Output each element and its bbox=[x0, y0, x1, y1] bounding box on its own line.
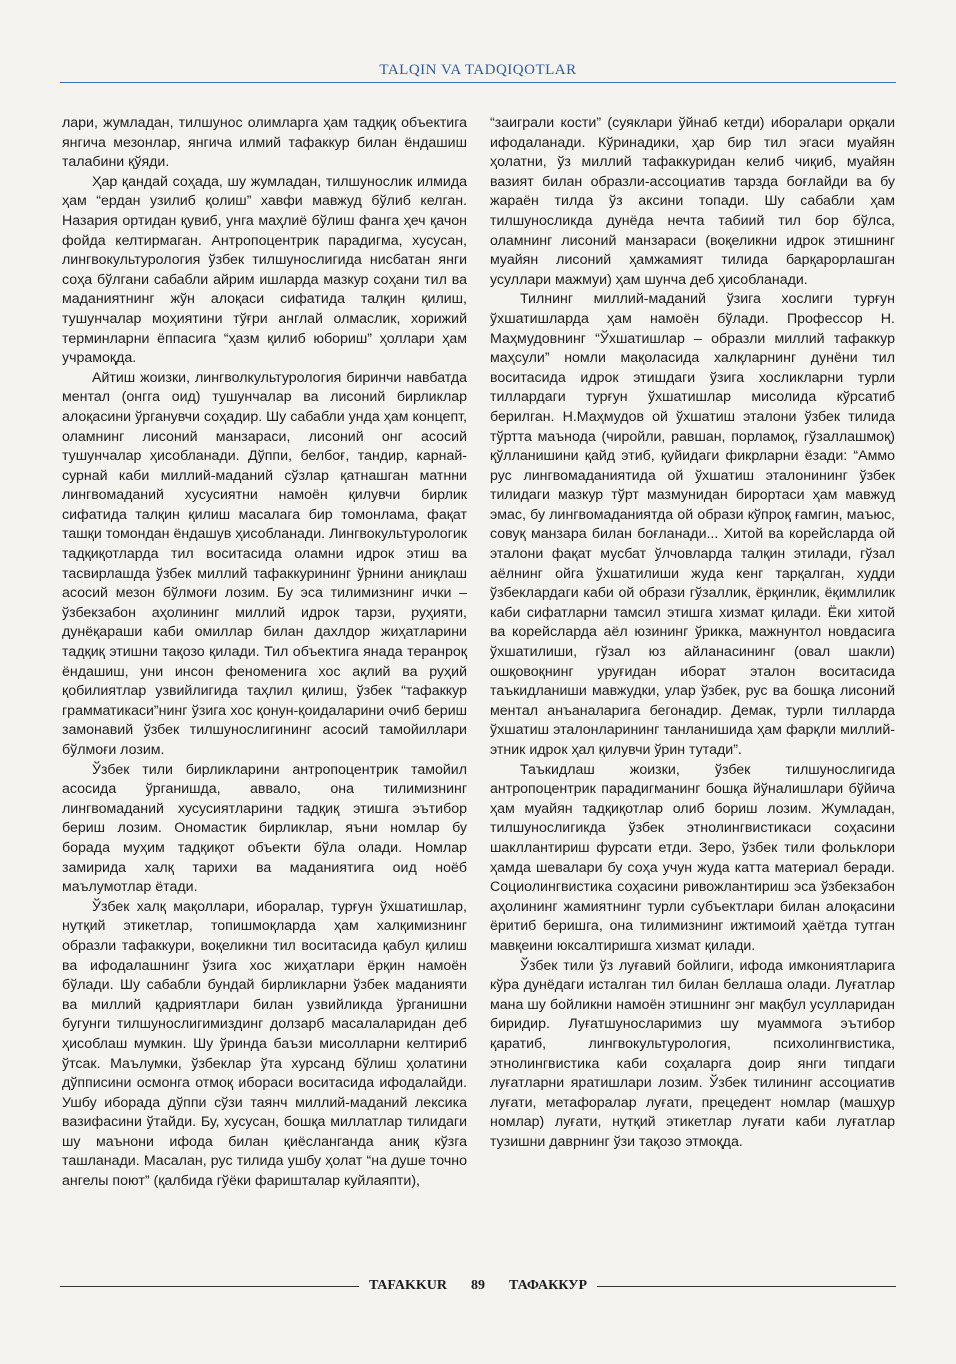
running-title: TALQIN VA TADQIQOTLAR bbox=[379, 62, 577, 78]
paragraph: Ҳар қандай соҳада, шу жумладан, тилшунослик илмида ҳам “ердан узилиб қолиш” хавфи мавжуд бўлиб келган. Назария ортидан қувиб, унга маҳлиё бўлиш фанга ҳеч қачон фойда келтирмаган. Антропоцентрик парадигма, хусусан, лингвокультурология ўзбек тилшунослигида нисбатан янги соҳа бўлгани сабабли айрим ишларда мазкур соҳани тил ва маданиятнинг жўн алоқаси сифатида талқин қилиш, тушунчалар моҳиятини тўғри англай олмаслик, хорижий терминларни ёппасига “ҳазм қилиб юбориш” ҳоллари ҳам учрамоқда. bbox=[62, 173, 467, 367]
paragraph: Ўзбек халқ мақоллари, иборалар, турғун ўхшатишлар, нутқий этикетлар, топишмоқларда ҳам халқимизнинг образли тафаккури, воқеликни тил воситасида қабул қилиш ва ифодалашнинг ўзига хос жиҳатлари ёрқин намоён бўлади. Шу сабабли бундай бирликларни ўзбек маданияти ва миллий қадриятлари билан узвийликда ўрганишни бугунги тилшунослигимиздинг долзарб масалаларидан деб ҳисоблаш мумкин. Шу ўринда баъзи мисолларни келтириб ўтсак. Маълумки, ўзбеклар ўта хурсанд бўлиш ҳолатини дўпписини осмонга отмоқ ибораси воситасида ифодалайди. Ушбу иборада дўппи сўзи таянч миллий-маданий лексика вазифасини ўтайди. Бу, хусусан, бошқа миллатлар тилидаги шу маънони ифода билан қиёсланганда аниқ кўзга ташланади. Масалан, рус тилида ушбу ҳолат “на душе точно ангелы поют” (қалбида гўёки фаришталар куйлаяпти), bbox=[62, 898, 467, 1190]
header-rule bbox=[60, 82, 896, 83]
paragraph: Ўзбек тили ўз луғавий бойлиги, ифода имкониятларига кўра дунёдаги исталган тил билан беллаша олади. Луғатлар мана шу бойликни намоён этишнинг энг мақбул усулларидан биридир. Луғатшуносларимиз шу муаммога эътибор қаратиб, лингвокультурология, психолингвистика, этнолингвистика каби соҳаларга доир янги типдаги луғатларни яратишлари лозим. Ўзбек тилининг ассоциатив луғати, метафоралар луғати, прецедент номлар (машҳур номлар) луғати, нутқий этикетлар луғати каби луғатлар тузишни даврнинг ўзи тақозо этмоқда. bbox=[490, 957, 895, 1150]
footer bbox=[60, 1276, 896, 1296]
footer-label-latin: TAFAKKUR bbox=[368, 1278, 448, 1293]
paragraph: лари, жумладан, тилшунос олимларга ҳам тадқиқ объектига янгича мезонлар, янгича илмий тафаккур билан ёндашиш талабини қўяди. bbox=[62, 115, 467, 171]
page-number: 89 bbox=[471, 1278, 486, 1293]
footer-rule-left bbox=[60, 1286, 359, 1287]
paragraph: “заиграли кости” (суяклари ўйнаб кетди) иборалари орқали ифодаланади. Кўринадики, ҳар бир тил эгаси муайян ҳолатни, ўз миллий тафаккуридан келиб чиқиб, муайян вазият билан образли-ассоциатив тарзда боғлайди ва бу жараён тилда ўз аксини топади. Шу сабабли ҳам тилшуносликда дунёда нечта табиий тил бор бўлса, оламнинг лисоний манзараси (воқеликни идрок этишнинг муайян лисоний ҳамжамият тилида барқарорлашган усуллари мажмуи) ҳам шунча деб ҳисобланади. bbox=[490, 115, 895, 288]
right-column bbox=[490, 114, 895, 1152]
paragraph: Ўзбек тили бирликларини антропоцентрик тамойил асосида ўрганишда, аввало, она тилимизнинг лингвомаданий хусусиятларини тадқиқ этишга эътибор бериш лозим. Ономастик бирликлар, яъни номлар бу борада муҳим тадқиқот объекти бўла олади. Номлар замирида халқ тарихи ва маданиятига оид ноёб маълумотлар ётади. bbox=[62, 761, 467, 896]
paragraph: Таъкидлаш жоизки, ўзбек тилшунослигида антропоцентрик парадигманинг бошқа йўналишлари бўйича ҳам муайян тадқиқотлар олиб бориш лозим. Жумладан, тилшунослигикда ўзбек этнолингвистикаси соҳасини шакллантириш фурсати етди. Зеро, ўзбек тили фольклори ҳамда шевалари бу соҳа учун жуда катта материал беради. Социолингвистика соҳасини ривожлантириш эса ўзбекзабон аҳолининг жамиятнинг турли субъектлари билан алоқасини ёритиб беришга, она тилимизнинг ижтимоий ҳаётда тутган мавқеини юксалтиришга хизмат қилади. bbox=[490, 761, 895, 954]
paragraph: Тилнинг миллий-маданий ўзига хослиги турғун ўхшатишларда ҳам намоён бўлади. Профессор Н. Маҳмудовнинг “Ўхшатишлар – образли миллий тафаккур маҳсули” номли мақоласида халқларнинг дунёни тил воситасида идрок этишдаги ўзига хосликларни турли тиллардаги турғун ўхшатишлар мисолида кўрсатиб берилган. Н.Маҳмудов ой ўхшатиш эталони ўзбек тилида тўртта маънода (чиройли, равшан, порламоқ, гўзаллашмоқ) қўлланишини қайд этиб, қуйидаги фикрларни ёзади: “Аммо рус лингвомаданиятида ой ўхшатиш эталонининг ўзбек тилидаги мазкур тўрт мазмунидан бирортаси ҳам мавжуд эмас, бу лингвомаданиятда ой образи кўпроқ ғамгин, маъюс, совуқ манзара билан боғланади... Хитой ва корейсларда ой эталони фақат мусбат ўлчовларда талқин этилади, гўзал аёлнинг ойга ўхшатилиши жуда кенг тарқалган, худди ўзбеклардаги каби ой образи гўзаллик, ёрқинлик, ёқимлилик каби сифатларни тамсил этишга хизмат қилади. Ёки хитой ва корейсларда аёл юзининг ўрикка, мажнунтол новдасига ўхшатилиши, гўзал юз айланасининг (овал шакли) ошқовоқнинг уруғидан иборат эталон воситасида таъкидланиши мавжудки, улар ўзбек, рус ва бошқа лисоний ментал анъаналарига бегонадир. Демак, турли тилларда ўхшатиш эталонларининг танланишида ҳам фарқли миллий-этник идрок ҳал қилувчи ўрин тутади”. bbox=[490, 291, 895, 758]
left-column bbox=[62, 114, 467, 1192]
footer-label-cyrillic: ТАФАККУР bbox=[509, 1278, 588, 1293]
paragraph: Айтиш жоизки, лингволкультурология биринчи навбатда ментал (онгга оид) тушунчалар ва лисоний бирликлар алоқасини ўрганувчи соҳадир. Шу сабабли унда ҳам концепт, оламнинг лисоний манзараси, лисоний онг асосий тушунчалар ҳисобланади. Дўппи, белбоғ, тандир, карнай-сурнай каби миллий-маданий сўзлар қатнашган матнни лингвомаданий хусусиятни намоён қилувчи бирлик сифатида талқин қилиш масалага бир томонлама, фақат ташқи томондан ёндашув ҳисобланади. Лингвокультурологик тадқиқотларда тил воситасида оламни идрок этиш ва тасвирлашда ўзбек миллий тафаккурининг ўрнини аниқлаш асосий мезон бўлмоғи лозим. Бу эса тилимизнинг ички – ўзбекзабон аҳолининг миллий идрок тарзи, руҳияти, дунёқараши каби омиллар билан дахлдор жиҳатларини тадқиқ этишни тақозо қилади. Тил объектига янада теранроқ ёндашиш, уни инсон феноменига хос ақлий ва руҳий қобилиятлар узвийлигида таҳлил қилиш, ўзбек “тафаккур грамматикаси”нинг ўзига хос қонун-қоидаларини очиб бериш замонавий ўзбек тилшунослигининг асосий тамойиллари бўлмоғи лозим. bbox=[62, 369, 467, 758]
footer-rule-right bbox=[597, 1286, 896, 1287]
